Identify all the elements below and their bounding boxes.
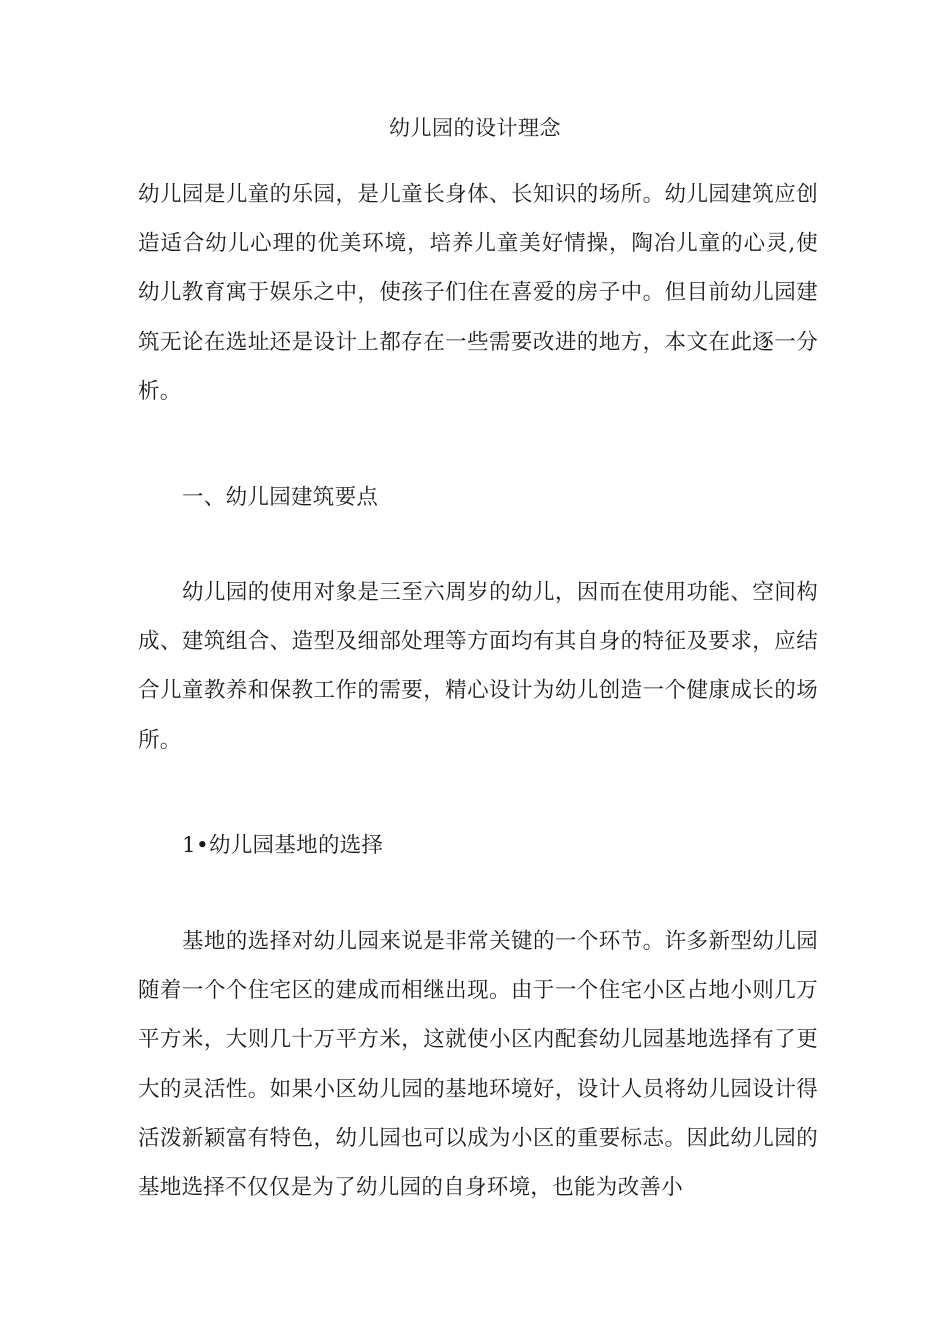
subsection-heading: 1•幼儿园基地的选择 [182, 833, 384, 858]
section-paragraph: 幼儿园的使用对象是三至六周岁的幼儿，因而在使用功能、空间构成、建筑组合、造型及细部处理等方面均有其自身的特征及要求，应结合儿童教养和保教工作的需要，精心设计为幼儿创造一个健康成长的场所。 [138, 580, 818, 753]
intro-paragraph: 幼儿园是儿童的乐园，是儿童长身体、长知识的场所。幼儿园建筑应创造适合幼儿心理的优美环境，培养儿童美好情操，陶冶儿童的心灵,使幼儿教育寓于娱乐之中，使孩子们住在喜爱的房子中。但目前幼儿园建筑无论在选址还是设计上都存在一些需要改进的地方，本文在此逐一分析。 [138, 182, 818, 404]
document-title: 幼儿园的设计理念 [389, 116, 561, 140]
subsection-paragraph: 基地的选择对幼儿园来说是非常关键的一个环节。许多新型幼儿园随着一个个住宅区的建成而相继出现。由于一个住宅小区占地小则几万平方米，大则几十万平方米，这就使小区内配套幼儿园基地选择有了更大的灵活性。如果小区幼儿园的基地环境好，设计人员将幼儿园设计得活泼新颖富有特色，幼儿园也可以成为小区的重要标志。因此幼儿园的基地选择不仅仅是为了幼儿园的自身环境，也能为改善小 [138, 929, 818, 1201]
section-heading: 一、幼儿园建筑要点 [182, 485, 379, 510]
